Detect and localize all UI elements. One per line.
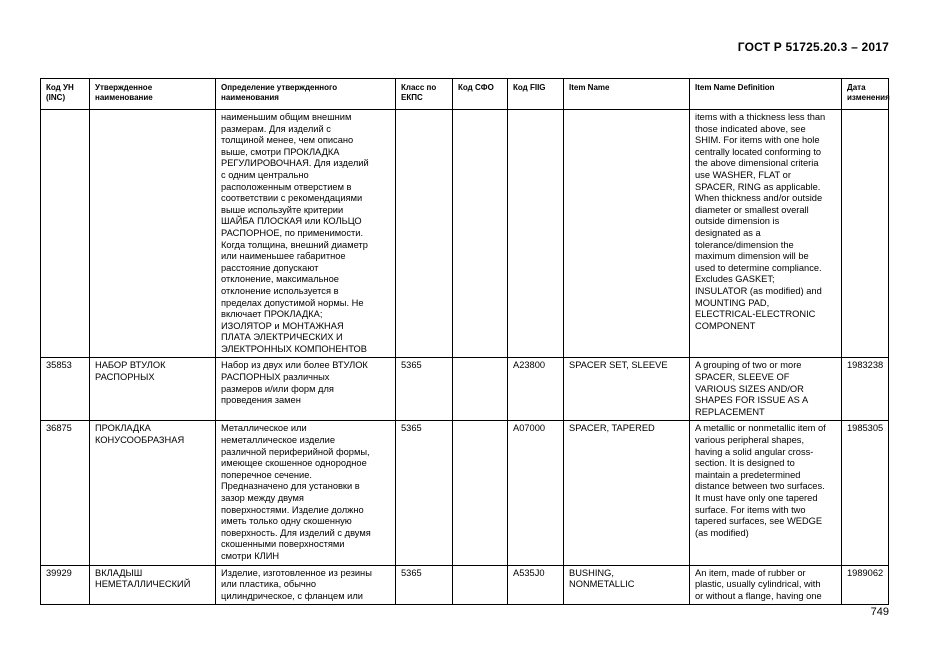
cell-inc: 36875 <box>41 421 90 565</box>
cell-item-definition: An item, made of rubber or plastic, usually cylindrical, with or without a flange, having one <box>690 565 842 605</box>
column-header-fiig-code: Код FIIG <box>508 79 564 110</box>
cell-item-definition: items with a thickness less than those indicated above, see SHIM. For items with one hole centrally located conforming to the above dimensional criteria use WASHER, FLAT or SPACER, RING as applicable. When thickness and/or outside diameter or smallest overall outside dimension is designated as a tolerance/dimension the maximum dimension will be used to determine compliance. Excludes GASKET; INSULATOR (as modified) and MOUNTING PAD, ELECTRICAL-ELECTRONIC COMPONENT <box>690 110 842 358</box>
column-header-change-date: Дата изменения <box>842 79 889 110</box>
cell-item-name: BUSHING, NONMETALLIC <box>564 565 690 605</box>
cell-sfo-code <box>453 110 508 358</box>
cell-inc: 35853 <box>41 358 90 421</box>
cell-change-date: 1989062 <box>842 565 889 605</box>
cell-ekps-class: 5365 <box>396 565 453 605</box>
column-header-inc: Код УН (INC) <box>41 79 90 110</box>
nomenclature-table <box>40 78 889 605</box>
cell-sfo-code <box>453 421 508 565</box>
cell-ekps-class: 5365 <box>396 421 453 565</box>
column-header-item-name: Item Name <box>564 79 690 110</box>
cell-definition: Набор из двух или более ВТУЛОК РАСПОРНЫХ различных размеров и/или форм для проведения замен <box>216 358 396 421</box>
table-header-row <box>41 79 889 110</box>
cell-fiig-code: A535J0 <box>508 565 564 605</box>
cell-definition: Изделие, изготовленное из резины или пластика, обычно цилиндрическое, с фланцем или <box>216 565 396 605</box>
cell-fiig-code: A23800 <box>508 358 564 421</box>
cell-item-name <box>564 110 690 358</box>
column-header-ekps-class: Класс по ЕКПС <box>396 79 453 110</box>
table-row <box>41 421 889 565</box>
cell-item-name: SPACER SET, SLEEVE <box>564 358 690 421</box>
cell-change-date: 1985305 <box>842 421 889 565</box>
cell-inc: 39929 <box>41 565 90 605</box>
column-header-definition: Определение утвержденного наименования <box>216 79 396 110</box>
cell-fiig-code: A07000 <box>508 421 564 565</box>
cell-definition: наименьшим общим внешним размерам. Для изделий с толщиной менее, чем описано выше, смотри ПРОКЛАДКА РЕГУЛИРОВОЧНАЯ. Для изделий с одним центрально расположенным отверстием в соответствии с рекомендациями выше используйте критерии ШАЙБА ПЛОСКАЯ или КОЛЬЦО РАСПОРНОЕ, по применимости. Когда толщина, внешний диаметр или наименьшее габаритное расстояние допускают отклонение, максимальное отклонение используется в пределах допустимой нормы. Не включает ПРОКЛАДКА; ИЗОЛЯТОР и МОНТАЖНАЯ ПЛАТА ЭЛЕКТРИЧЕСКИХ И ЭЛЕКТРОННЫХ КОМПОНЕНТОВ <box>216 110 396 358</box>
cell-approved-name <box>90 110 216 358</box>
cell-item-name: SPACER, TAPERED <box>564 421 690 565</box>
cell-item-definition: A grouping of two or more SPACER, SLEEVE OF VARIOUS SIZES AND/OR SHAPES FOR ISSUE AS A REPLACEMENT <box>690 358 842 421</box>
cell-sfo-code <box>453 358 508 421</box>
cell-approved-name: НАБОР ВТУЛОК РАСПОРНЫХ <box>90 358 216 421</box>
column-header-item-definition: Item Name Definition <box>690 79 842 110</box>
table-row <box>41 358 889 421</box>
document-code: ГОСТ Р 51725.20.3 – 2017 <box>737 40 889 54</box>
column-header-approved-name: Утвержденное наименование <box>90 79 216 110</box>
cell-inc <box>41 110 90 358</box>
cell-approved-name: ВКЛАДЫШ НЕМЕТАЛЛИЧЕСКИЙ <box>90 565 216 605</box>
table-row <box>41 110 889 358</box>
cell-approved-name: ПРОКЛАДКА КОНУСООБРАЗНАЯ <box>90 421 216 565</box>
column-header-sfo-code: Код СФО <box>453 79 508 110</box>
table-row <box>41 565 889 605</box>
cell-change-date <box>842 110 889 358</box>
cell-sfo-code <box>453 565 508 605</box>
cell-ekps-class <box>396 110 453 358</box>
cell-ekps-class: 5365 <box>396 358 453 421</box>
cell-change-date: 1983238 <box>842 358 889 421</box>
page-number: 749 <box>870 606 889 618</box>
cell-fiig-code <box>508 110 564 358</box>
cell-item-definition: A metallic or nonmetallic item of various peripheral shapes, having a solid angular cross- section. It is designed to maintain a predetermined distance between two surfaces. It must have only one tapered surface. For items with two tapered surfaces, see WEDGE (as modified) <box>690 421 842 565</box>
cell-definition: Металлическое или неметаллическое изделие различной периферийной формы, имеющее скошенное однородное поперечное сечение. Предназначено для установки в зазор между двумя поверхностями. Изделие должно иметь только одну скошенную поверхность. Для изделий с двумя скошенными поверхностями смотри КЛИН <box>216 421 396 565</box>
